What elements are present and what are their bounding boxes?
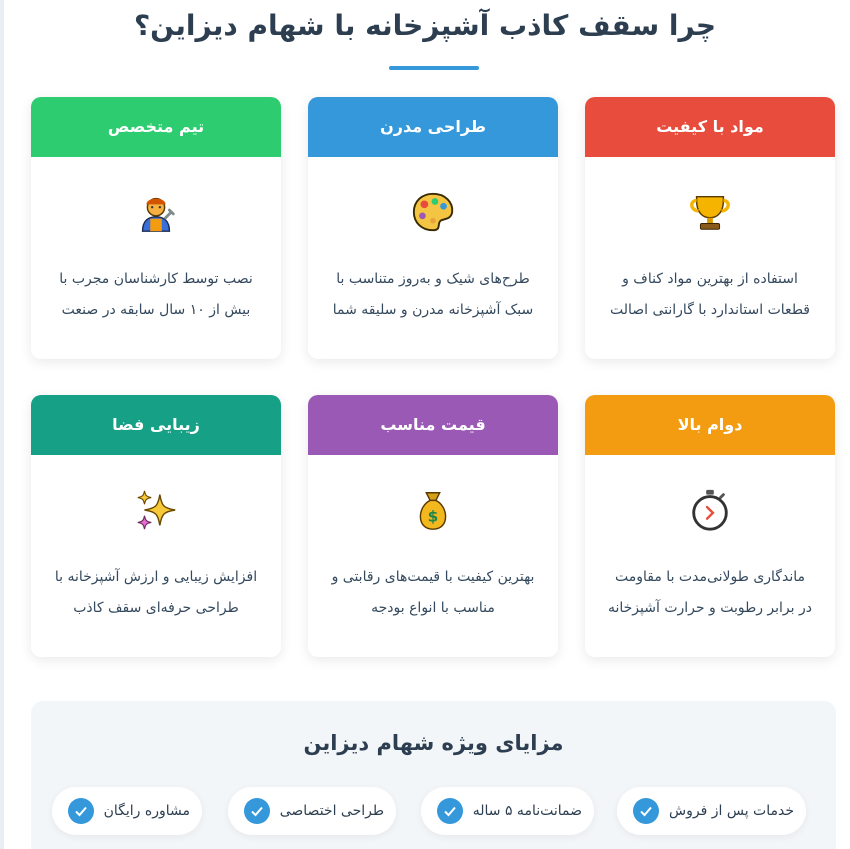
card-title: مواد با کیفیت	[585, 97, 835, 157]
card-description: افزایش زیبایی و ارزش آشپزخانه با طراحی حرفه‌ای سقف کاذب	[54, 569, 258, 616]
card-durability	[585, 395, 835, 657]
check-icon	[68, 798, 94, 824]
card-title: زیبایی فضا	[31, 395, 281, 455]
special-features-panel	[31, 701, 836, 849]
sparkles-icon	[31, 455, 281, 565]
card-title: دوام بالا	[585, 395, 835, 455]
feature-custom-design	[228, 787, 396, 835]
left-edge-strip	[0, 0, 4, 849]
title-underline	[389, 66, 479, 70]
card-expert-team	[31, 97, 281, 359]
check-icon	[633, 798, 659, 824]
card-description: بهترین کیفیت با قیمت‌های رقابتی و مناسب با انواع بودجه	[331, 569, 535, 616]
card-fair-price	[308, 395, 558, 657]
feature-free-consultation	[52, 787, 202, 835]
stopwatch-icon	[585, 455, 835, 565]
svg-text:$: $	[427, 507, 439, 526]
card-modern-design	[308, 97, 558, 359]
card-quality-materials	[585, 97, 835, 359]
card-description: نصب توسط کارشناسان مجرب با بیش از ۱۰ سال سابقه در صنعت	[59, 271, 253, 318]
feature-label: طراحی اختصاصی	[279, 803, 384, 819]
features-title: مزایای ویژه شهام دیزاین	[303, 731, 564, 755]
check-icon	[244, 798, 270, 824]
trophy-icon	[585, 157, 835, 267]
worker-icon	[31, 157, 281, 267]
card-title: طراحی مدرن	[308, 97, 558, 157]
feature-label: خدمات پس از فروش	[669, 803, 794, 819]
feature-label: مشاوره رایگان	[103, 803, 190, 819]
card-title: تیم متخصص	[31, 97, 281, 157]
card-space-beauty	[31, 395, 281, 657]
card-description: استفاده از بهترین مواد کناف و قطعات استاندارد با گارانتی اصالت	[609, 271, 810, 318]
palette-icon	[308, 157, 558, 267]
card-description: ماندگاری طولانی‌مدت با مقاومت در برابر رطوبت و حرارت آشپزخانه	[607, 569, 813, 616]
feature-label: ضمانت‌نامه ۵ ساله	[472, 803, 582, 819]
page-title: چرا سقف کاذب آشپزخانه با شهام دیزاین؟	[133, 9, 717, 42]
card-title: قیمت مناسب	[308, 395, 558, 455]
money-bag-icon	[308, 455, 558, 565]
feature-5-year-warranty	[421, 787, 594, 835]
card-description: طرح‌های شیک و به‌روز متناسب با سبک آشپزخانه مدرن و سلیقه شما	[332, 271, 534, 318]
feature-after-sales-service	[617, 787, 806, 835]
check-icon	[437, 798, 463, 824]
